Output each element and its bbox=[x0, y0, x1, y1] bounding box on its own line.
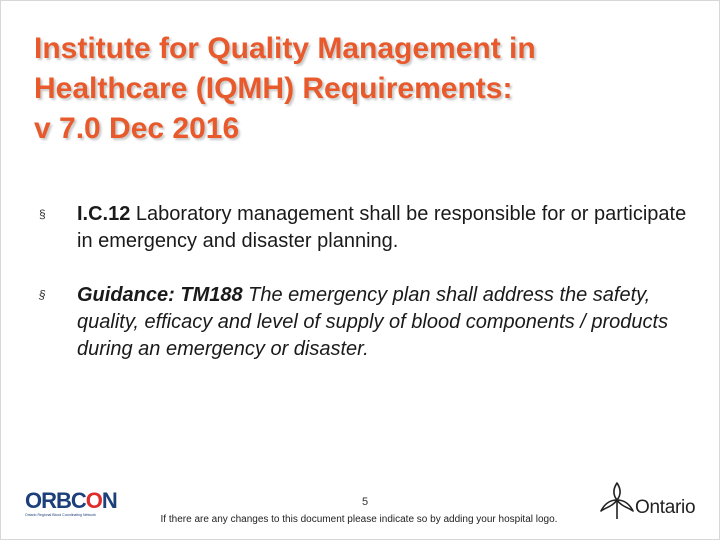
slide-title-line-3: v 7.0 Dec 2016 bbox=[34, 112, 240, 145]
page-number: 5 bbox=[361, 496, 369, 508]
bullet-list bbox=[39, 201, 699, 363]
orbcon-prefix: ORBC bbox=[25, 488, 86, 513]
orbcon-logo bbox=[25, 488, 117, 525]
bullet-lead: Guidance: TM188 bbox=[77, 284, 243, 306]
bullet-text: The emergency plan shall address the safety, quality, efficacy and level of supply of blood components / products during an emergency or disaster. bbox=[77, 284, 669, 360]
ontario-wordmark: Ontario bbox=[635, 497, 696, 518]
slide-title bbox=[34, 29, 694, 149]
bullet-lead: I.C.12 bbox=[77, 203, 131, 225]
bullet-marker-icon: § bbox=[39, 207, 46, 221]
bullet-text: Laboratory management shall be responsible for or participate in emergency and disaster planning. bbox=[77, 203, 687, 252]
slide-title-line-2: Healthcare (IQMH) Requirements: bbox=[34, 72, 513, 105]
ontario-logo bbox=[597, 479, 707, 523]
slide-title-line-1: Institute for Quality Management in bbox=[34, 32, 536, 65]
orbcon-tagline: Ontario Regional Blood Coordinating Network bbox=[25, 513, 96, 517]
bullet-item bbox=[39, 201, 699, 255]
bullet-item bbox=[39, 282, 699, 363]
orbcon-suffix: N bbox=[101, 488, 117, 513]
trillium-icon bbox=[597, 479, 637, 523]
orbcon-wordmark bbox=[25, 488, 117, 513]
footer-note: If there are any changes to this document please indicate so by adding your hospital logo. bbox=[160, 514, 558, 525]
orbcon-accent: O bbox=[85, 488, 102, 513]
bullet-marker-icon: § bbox=[39, 288, 46, 302]
